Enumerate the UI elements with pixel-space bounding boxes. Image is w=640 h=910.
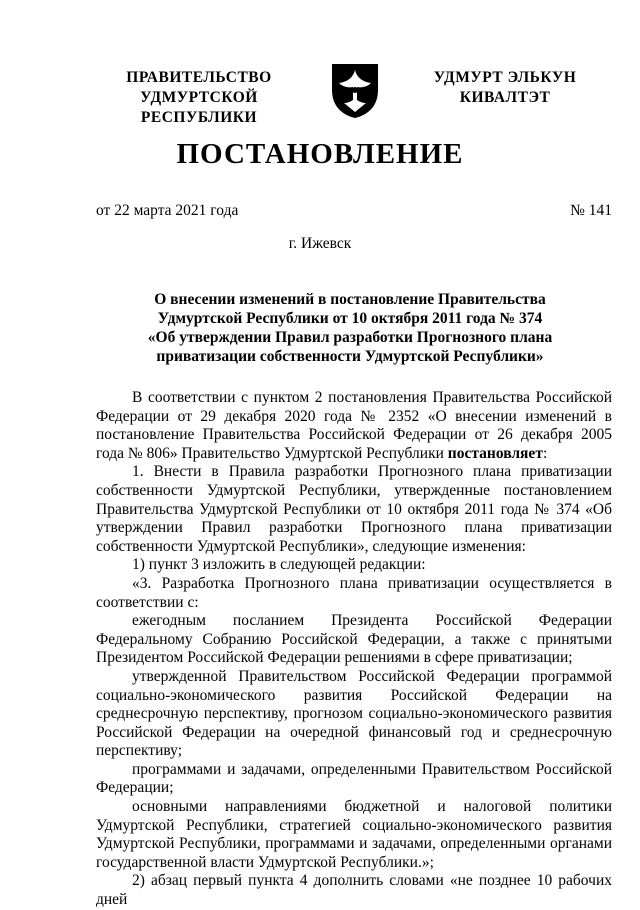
paragraph-6: программами и задачами, определенными Правительством Российской Федерации;	[96, 760, 612, 797]
org-left-line-2: УДМУРТСКОЙ РЕСПУБЛИКИ	[140, 89, 258, 126]
preamble-end: :	[542, 444, 548, 462]
organization-name-udmurt	[420, 68, 590, 108]
preamble-keyword: постановляет	[447, 444, 543, 462]
paragraph-4: ежегодным посланием Президента Российской Федерации Федеральному Собранию Российской Федерации, а также с принятыми Президентом Российской Федерации решениями в сфере приватизации;	[96, 612, 612, 667]
paragraph-8: 2) абзац первый пункта 4 дополнить словами «не позднее 10 рабочих дней	[96, 872, 612, 909]
date-number-line	[96, 202, 612, 220]
preamble-text: В соответствии с пунктом 2 постановления Правительства Российской Федерации от 29 декабря 2020 года № 2352 «О внесении изменений в постановление Правительства Российской Федерации от 26 декабря 2005 года № 806» Правительство Удмуртской Республики	[96, 389, 612, 462]
document-title	[90, 290, 610, 366]
document-date: от 22 марта 2021 года	[96, 202, 239, 219]
organization-name-russian	[84, 68, 314, 128]
title-line-2: Удмуртской Республики от 10 октября 2011 года № 374	[157, 310, 543, 327]
paragraph-1: 1. Внести в Правила разработки Прогнозного плана приватизации собственности Удмуртской Республики, утвержденные постановлением Правительства Удмуртской Республики от 10 октября 2011 года № 374 «Об утверждении Правил разработки Прогнозного плана приватизации собственности Удмуртской Республики», следующие изменения:	[96, 463, 612, 555]
letterhead	[0, 60, 640, 150]
city: г. Ижевск	[288, 235, 352, 252]
title-line-1: О внесении изменений в постановление Правительства	[154, 291, 546, 308]
title-line-4: приватизации собственности Удмуртской Республики»	[156, 348, 544, 365]
udmurtia-emblem-icon	[328, 60, 382, 120]
paragraph-preamble	[96, 389, 612, 463]
paragraph-7: основными направлениями бюджетной и налоговой политики Удмуртской Республики, стратегией социально-экономического развития Удмуртской Республики, программами и задачами, определенными органами государственной власти Удмуртской Республики.»;	[96, 798, 612, 871]
paragraph-2: 1) пункт 3 изложить в следующей редакции:	[132, 556, 426, 574]
org-right-line-1: УДМУРТ ЭЛЬКУН	[433, 69, 577, 86]
org-right-line-2: КИВАЛТЭТ	[459, 89, 551, 106]
org-left-line-1: ПРАВИТЕЛЬСТВО	[126, 69, 272, 86]
document-body	[96, 389, 612, 910]
paragraph-5: утвержденной Правительством Российской Федерации программой социально-экономического развития Российской Федерации на среднесрочную перспективу, прогнозом социально-экономического развития Российской Федерации на очередной финансовый год и среднесрочную перспективу;	[96, 667, 612, 760]
document-number: № 141	[570, 202, 612, 219]
title-line-3: «Об утверждении Правил разработки Прогнозного плана	[147, 329, 553, 346]
paragraph-3: «3. Разработка Прогнозного плана приватизации осуществляется в соответствии с:	[96, 574, 612, 611]
document-type-heading: ПОСТАНОВЛЕНИЕ	[176, 138, 464, 170]
